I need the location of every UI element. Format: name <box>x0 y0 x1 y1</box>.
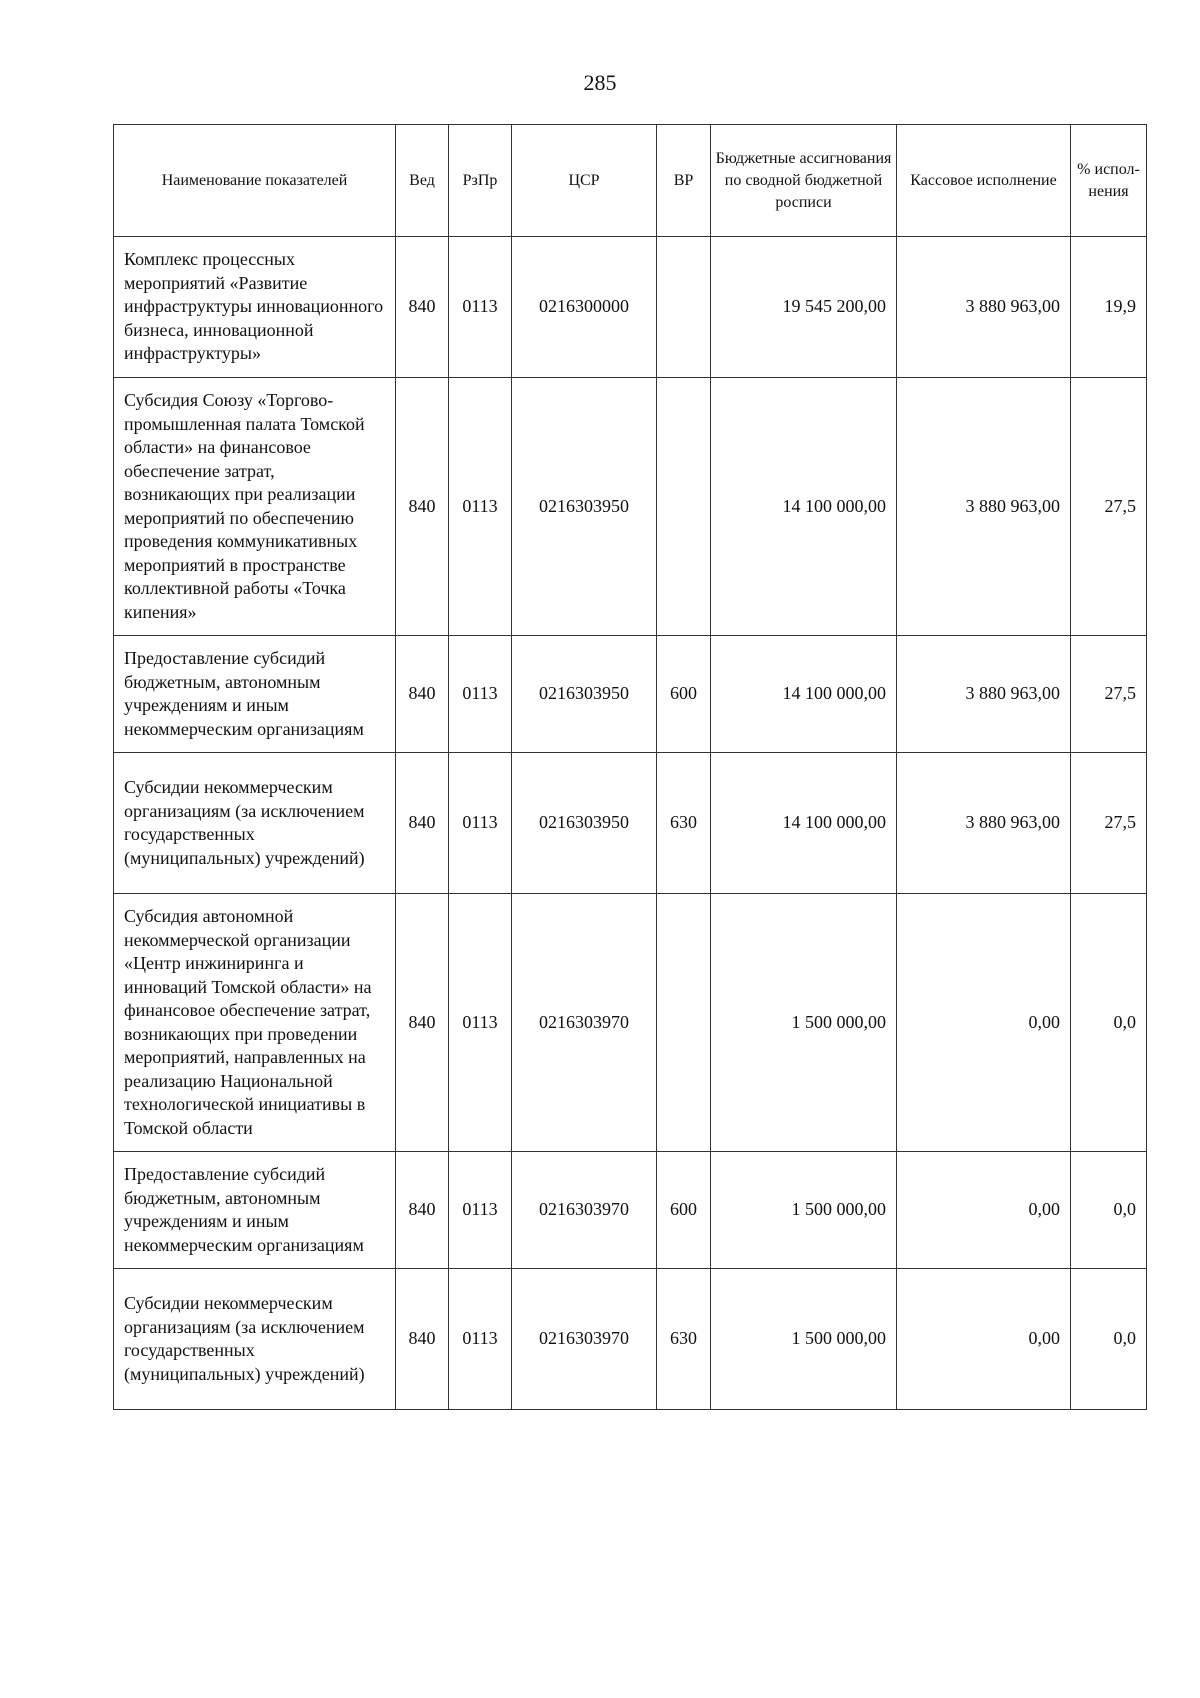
row-vr <box>657 894 711 1152</box>
row-appropriations: 1 500 000,00 <box>711 1269 897 1410</box>
row-vr: 630 <box>657 753 711 894</box>
header-percent: % испол-нения <box>1071 125 1147 237</box>
row-appropriations: 19 545 200,00 <box>711 237 897 378</box>
row-percent: 19,9 <box>1071 237 1147 378</box>
header-cash-execution: Кассовое исполнение <box>897 125 1071 237</box>
header-ved: Вед <box>396 125 449 237</box>
row-cash-execution: 0,00 <box>897 1152 1071 1269</box>
row-csr: 0216303970 <box>512 1269 657 1410</box>
row-ved: 840 <box>396 636 449 753</box>
row-rzpr: 0113 <box>449 237 512 378</box>
row-ved: 840 <box>396 1269 449 1410</box>
row-ved: 840 <box>396 894 449 1152</box>
row-percent: 27,5 <box>1071 753 1147 894</box>
row-csr: 0216303970 <box>512 894 657 1152</box>
budget-execution-table <box>113 124 1147 1410</box>
row-cash-execution: 3 880 963,00 <box>897 753 1071 894</box>
header-rzpr: РзПр <box>449 125 512 237</box>
page-number: 285 <box>583 70 617 95</box>
row-name: Субсидии некоммерческим организациям (за исключением государственных (муниципальных) учреждений) <box>114 1269 396 1410</box>
header-csr: ЦСР <box>512 125 657 237</box>
row-rzpr: 0113 <box>449 378 512 636</box>
header-vr: ВР <box>657 125 711 237</box>
row-name: Комплекс процессных мероприятий «Развитие инфраструктуры инновационного бизнеса, инновационной инфраструктуры» <box>114 237 396 378</box>
row-ved: 840 <box>396 237 449 378</box>
row-rzpr: 0113 <box>449 636 512 753</box>
row-rzpr: 0113 <box>449 894 512 1152</box>
table-row <box>114 237 1147 378</box>
row-rzpr: 0113 <box>449 1152 512 1269</box>
row-csr: 0216300000 <box>512 237 657 378</box>
row-ved: 840 <box>396 1152 449 1269</box>
row-csr: 0216303950 <box>512 636 657 753</box>
row-rzpr: 0113 <box>449 753 512 894</box>
header-appropriations: Бюджетные ассигнования по сводной бюджетной росписи <box>711 125 897 237</box>
row-name: Предоставление субсидий бюджетным, автономным учреждениям и иным некоммерческим организациям <box>114 636 396 753</box>
row-cash-execution: 0,00 <box>897 894 1071 1152</box>
row-percent: 0,0 <box>1071 894 1147 1152</box>
row-appropriations: 1 500 000,00 <box>711 894 897 1152</box>
row-appropriations: 14 100 000,00 <box>711 378 897 636</box>
row-name: Субсидия Союзу «Торгово-промышленная палата Томской области» на финансовое обеспечение затрат, возникающих при реализации мероприятий по обеспечению проведения коммуникативных мероприятий в пространстве коллективной работы «Точка кипения» <box>114 378 396 636</box>
row-name: Субсидия автономной некоммерческой организации «Центр инжиниринга и инноваций Томской области» на финансовое обеспечение затрат, возникающих при проведении мероприятий, направленных на реализацию Национальной технологической инициативы в Томской области <box>114 894 396 1152</box>
row-appropriations: 14 100 000,00 <box>711 753 897 894</box>
row-csr: 0216303950 <box>512 753 657 894</box>
table-row <box>114 753 1147 894</box>
row-percent: 27,5 <box>1071 636 1147 753</box>
row-ved: 840 <box>396 753 449 894</box>
table-row <box>114 894 1147 1152</box>
row-vr: 600 <box>657 1152 711 1269</box>
table-row <box>114 1152 1147 1269</box>
row-appropriations: 14 100 000,00 <box>711 636 897 753</box>
row-name: Предоставление субсидий бюджетным, автономным учреждениям и иным некоммерческим организациям <box>114 1152 396 1269</box>
row-vr <box>657 237 711 378</box>
row-appropriations: 1 500 000,00 <box>711 1152 897 1269</box>
row-name: Субсидии некоммерческим организациям (за исключением государственных (муниципальных) учреждений) <box>114 753 396 894</box>
row-csr: 0216303970 <box>512 1152 657 1269</box>
table-row <box>114 636 1147 753</box>
row-vr <box>657 378 711 636</box>
row-csr: 0216303950 <box>512 378 657 636</box>
row-percent: 0,0 <box>1071 1152 1147 1269</box>
row-vr: 630 <box>657 1269 711 1410</box>
row-cash-execution: 0,00 <box>897 1269 1071 1410</box>
row-cash-execution: 3 880 963,00 <box>897 237 1071 378</box>
row-percent: 27,5 <box>1071 378 1147 636</box>
row-vr: 600 <box>657 636 711 753</box>
row-cash-execution: 3 880 963,00 <box>897 636 1071 753</box>
table-row <box>114 1269 1147 1410</box>
row-percent: 0,0 <box>1071 1269 1147 1410</box>
header-name: Наименование показателей <box>114 125 396 237</box>
row-ved: 840 <box>396 378 449 636</box>
table-header-row <box>114 125 1147 237</box>
row-rzpr: 0113 <box>449 1269 512 1410</box>
row-cash-execution: 3 880 963,00 <box>897 378 1071 636</box>
table-row <box>114 378 1147 636</box>
